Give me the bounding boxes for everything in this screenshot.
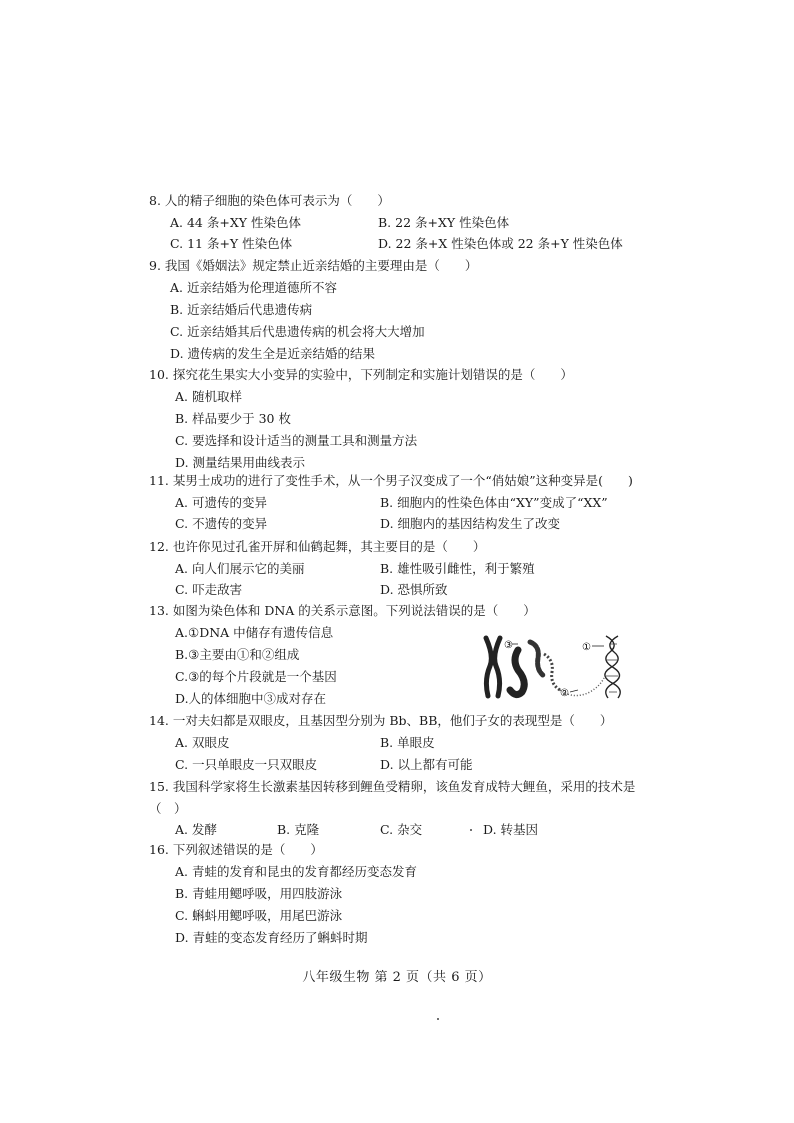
- q9-option-c: C. 近亲结婚其后代患遗传病的机会将大大增加: [170, 324, 425, 339]
- q14-option-c: C. 一只单眼皮一只双眼皮: [175, 757, 318, 772]
- q15-option-b: B. 克隆: [277, 822, 320, 837]
- q8-option-a: A. 44 条+XY 性染色体: [170, 215, 301, 230]
- dna-helix-icon: [605, 636, 620, 698]
- scan-speck: [470, 829, 472, 831]
- q13-option-a: A.①DNA 中储存有遗传信息: [175, 625, 334, 640]
- q16-option-b: B. 青蛙用鳃呼吸，用四肢游泳: [175, 886, 343, 901]
- scan-speck: [437, 1018, 439, 1020]
- question-12-stem: 12. 也许你见过孔雀开屏和仙鹤起舞，其主要目的是（ ）: [149, 539, 486, 554]
- question-8-stem: 8. 人的精子细胞的染色体可表示为（ ）: [149, 193, 390, 208]
- q11-option-d: D. 细胞内的基因结构发生了改变: [380, 516, 561, 531]
- q9-option-d: D. 遗传病的发生全是近亲结婚的结果: [170, 346, 376, 361]
- q14-option-a: A. 双眼皮: [175, 735, 230, 750]
- question-13-stem: 13. 如图为染色体和 DNA 的关系示意图。下列说法错误的是（ ）: [149, 603, 536, 618]
- q14-option-b: B. 单眼皮: [380, 735, 435, 750]
- q15-option-a: A. 发酵: [175, 822, 217, 837]
- q8-option-c: C. 11 条+Y 性染色体: [170, 236, 293, 251]
- q15-option-c: C. 杂交: [380, 822, 423, 837]
- question-9-stem: 9. 我国《婚姻法》规定禁止近亲结婚的主要理由是（ ）: [149, 258, 478, 273]
- q12-option-d: D. 恐惧所致: [380, 582, 448, 597]
- q13-option-d: D.人的体细胞中③成对存在: [175, 691, 327, 706]
- chromosome-icon: [486, 638, 500, 696]
- q14-option-d: D. 以上都有可能: [380, 757, 473, 772]
- q10-option-d: D. 测量结果用曲线表示: [175, 455, 306, 470]
- question-11-stem: 11. 某男士成功的进行了变性手术，从一个男子汉变成了一个“俏姑娘”这种变异是( ): [149, 473, 633, 488]
- q13-option-c: C.③的每个片段就是一个基因: [175, 669, 337, 684]
- q12-option-a: A. 向人们展示它的美丽: [175, 561, 305, 576]
- q13-option-b: B.③主要由①和②组成: [175, 647, 300, 662]
- q11-option-a: A. 可遗传的变异: [175, 495, 267, 510]
- page-footer: 八年级生物 第 2 页（共 6 页）: [302, 970, 492, 985]
- figure-label-2: ②: [560, 688, 569, 699]
- q12-option-b: B. 雄性吸引雌性，利于繁殖: [380, 561, 535, 576]
- q10-option-c: C. 要选择和设计适当的测量工具和测量方法: [175, 433, 418, 448]
- q8-option-b: B. 22 条+XY 性染色体: [378, 215, 510, 230]
- question-16-stem: 16. 下列叙述错误的是（ ）: [149, 842, 323, 857]
- question-15-stem: 15. 我国科学家将生长激素基因转移到鲤鱼受精卵，该鱼发育成特大鲤鱼，采用的技术是（ ）: [149, 779, 636, 816]
- q11-option-b: B. 细胞内的性染色体由“XY”变成了“XX”: [380, 495, 608, 510]
- q10-option-b: B. 样品要少于 30 枚: [175, 411, 291, 426]
- q16-option-a: A. 青蛙的发育和昆虫的发育都经历变态发育: [175, 864, 417, 879]
- q15-option-d: D. 转基因: [483, 822, 539, 837]
- q9-option-b: B. 近亲结婚后代患遗传病: [170, 302, 313, 317]
- q16-option-d: D. 青蛙的变态发育经历了蝌蚪时期: [175, 930, 368, 945]
- figure-label-3: ③: [504, 640, 513, 651]
- q10-option-a: A. 随机取样: [175, 389, 242, 404]
- label-2-pointer: [570, 690, 578, 692]
- q9-option-a: A. 近亲结婚为伦理道德所不容: [170, 280, 337, 295]
- q11-option-c: C. 不遗传的变异: [175, 516, 268, 531]
- question-10-stem: 10. 探究花生果实大小变异的实验中，下列制定和实施计划错误的是（ ）: [149, 367, 573, 382]
- figure-label-1: ①: [582, 642, 591, 653]
- question-14-stem: 14. 一对夫妇都是双眼皮，且基因型分别为 Bb、BB，他们子女的表现型是（ ）: [149, 713, 613, 728]
- q8-option-d: D. 22 条+X 性染色体或 22 条+Y 性染色体: [378, 236, 623, 251]
- q12-option-c: C. 吓走敌害: [175, 582, 243, 597]
- q16-option-c: C. 蝌蚪用鳃呼吸，用尾巴游泳: [175, 908, 343, 923]
- chromosome-dna-figure: [478, 630, 638, 702]
